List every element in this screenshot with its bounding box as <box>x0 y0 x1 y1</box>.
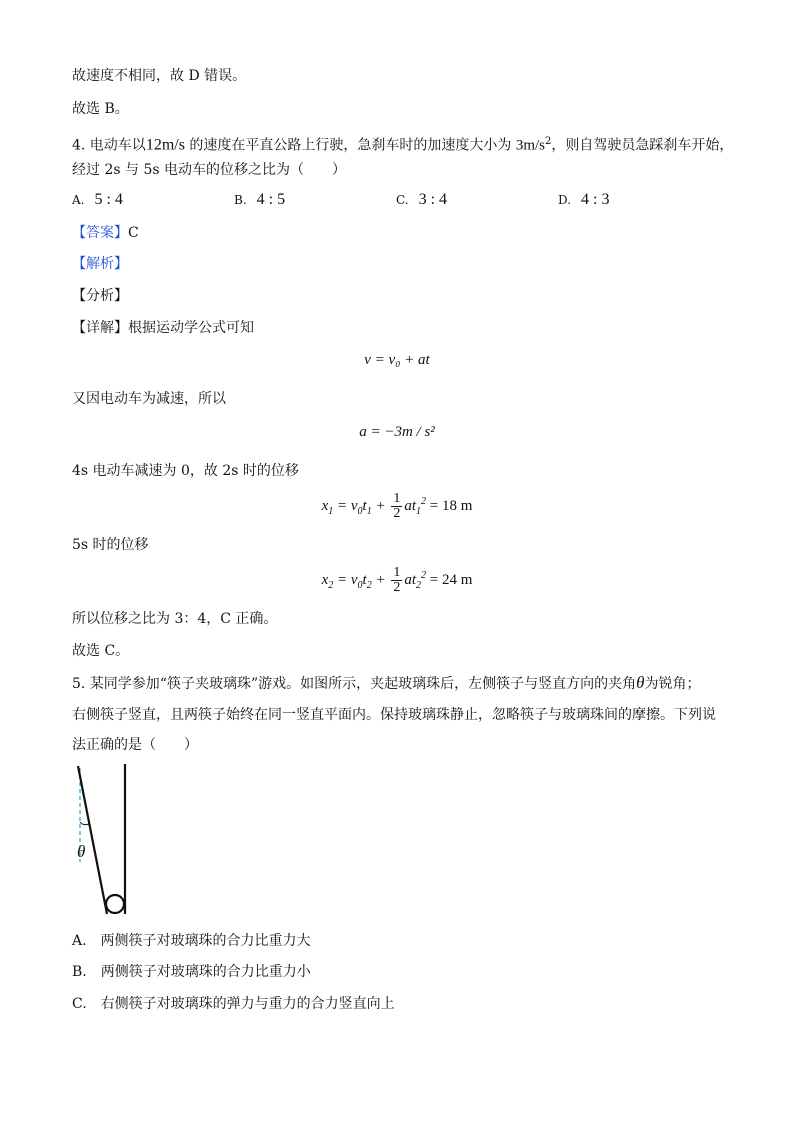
x1-result: = 18 m <box>429 497 473 514</box>
q5-option-c: C. 右侧筷子对玻璃珠的弹力与重力的合力竖直向上 <box>72 996 395 1012</box>
equation-acceleration: a = −3m / s² <box>359 424 435 440</box>
glass-bead <box>106 895 124 913</box>
q5-stem-line3: 法正确的是（ ） <box>72 737 198 753</box>
q4-accel-exp: 2 <box>545 136 552 147</box>
x2-result: = 24 m <box>429 571 473 588</box>
fenxi-tag: 【分析】 <box>72 288 128 304</box>
q4-speed: 12m/s <box>145 136 185 154</box>
theta-label: θ <box>77 842 86 861</box>
prev-answer-choice: 故选 B。 <box>72 101 129 117</box>
q4-stem-part: 4. 电动车以 <box>72 137 146 154</box>
q4-option-c <box>396 191 447 209</box>
q4-stem-line2: 经过 2s 与 5s 电动车的位移之比为（ ） <box>72 162 346 178</box>
q4-stem-part: ，则自驾驶员急踩刹车开始， <box>551 137 734 154</box>
detail-tag: 【详解】 <box>72 320 128 336</box>
q5-stem-part: 5. 某同学参加“筷子夹玻璃珠”游戏。如图所示，夹起玻璃珠后，左侧筷子与竖直方向的夹角 <box>72 676 637 692</box>
answer-value: C <box>128 225 139 241</box>
option-letter: B. <box>234 193 247 207</box>
option-letter: A. <box>72 193 85 207</box>
q5-stem-line2: 右侧筷子竖直，且两筷子始终在同一竖直平面内。保持玻璃珠静止，忽略筷子与玻璃珠间的摩擦。下列说 <box>72 707 716 723</box>
q4-option-b <box>234 191 285 209</box>
angle-arc <box>80 822 89 825</box>
q4-accel: 3m/s <box>515 137 546 154</box>
prev-conclusion: 故速度不相同，故 D 错误。 <box>72 68 247 84</box>
option-value: 3 : 4 <box>418 191 448 208</box>
q4-ratio-conclusion: 所以位移之比为 3：4，C 正确。 <box>72 611 278 627</box>
option-value: 4 : 5 <box>256 191 286 208</box>
q4-option-a <box>72 191 123 209</box>
option-value: 5 : 4 <box>94 191 123 208</box>
answer-tag: 【答案】 <box>72 225 128 241</box>
chopsticks-figure <box>68 762 148 922</box>
q4-text-5s: 5s 时的位移 <box>72 537 149 553</box>
equation-x2: $x_2 = v_0t_2$ + $\frac{1}{2}$ $at_2^2 = 24$ m <box>321 565 473 595</box>
q4-detail <box>72 318 254 338</box>
q4-stem-part: 的速度在平直公路上行驶，急刹车时的加速度大小为 <box>184 137 516 154</box>
q4-stem-line1 <box>72 132 733 156</box>
detail-text: 根据运动学公式可知 <box>128 320 254 336</box>
q5-stem-line1 <box>72 673 700 694</box>
fraction-half: $\frac{1}{2}$ <box>393 491 401 521</box>
q5-option-b: B. 两侧筷子对玻璃珠的合力比重力小 <box>72 964 311 980</box>
q5-theta: θ <box>636 673 645 692</box>
option-value: 4 : 3 <box>581 191 610 208</box>
q5-stem-part: 为锐角； <box>644 676 701 692</box>
equation-velocity: v = v₀ + at <box>364 352 430 368</box>
q4-text-2s: 4s 电动车减速为 0，故 2s 时的位移 <box>72 463 299 479</box>
option-letter: D. <box>558 193 572 207</box>
q4-final-choice: 故选 C。 <box>72 643 130 659</box>
q5-option-a: A. 两侧筷子对玻璃珠的合力比重力大 <box>72 933 311 949</box>
q4-option-d <box>558 191 609 209</box>
q4-answer <box>72 223 139 243</box>
fraction-half: $\frac{1}{2}$ <box>393 565 401 595</box>
analysis-tag: 【解析】 <box>72 256 128 272</box>
option-letter: C. <box>396 193 409 207</box>
left-chopstick <box>78 766 107 914</box>
equation-x1: $x_1 = v_0t_1$ + $\frac{1}{2}$ $at_1^2 = 18$ m <box>321 491 473 521</box>
q4-text-decel: 又因电动车为减速，所以 <box>72 391 226 407</box>
